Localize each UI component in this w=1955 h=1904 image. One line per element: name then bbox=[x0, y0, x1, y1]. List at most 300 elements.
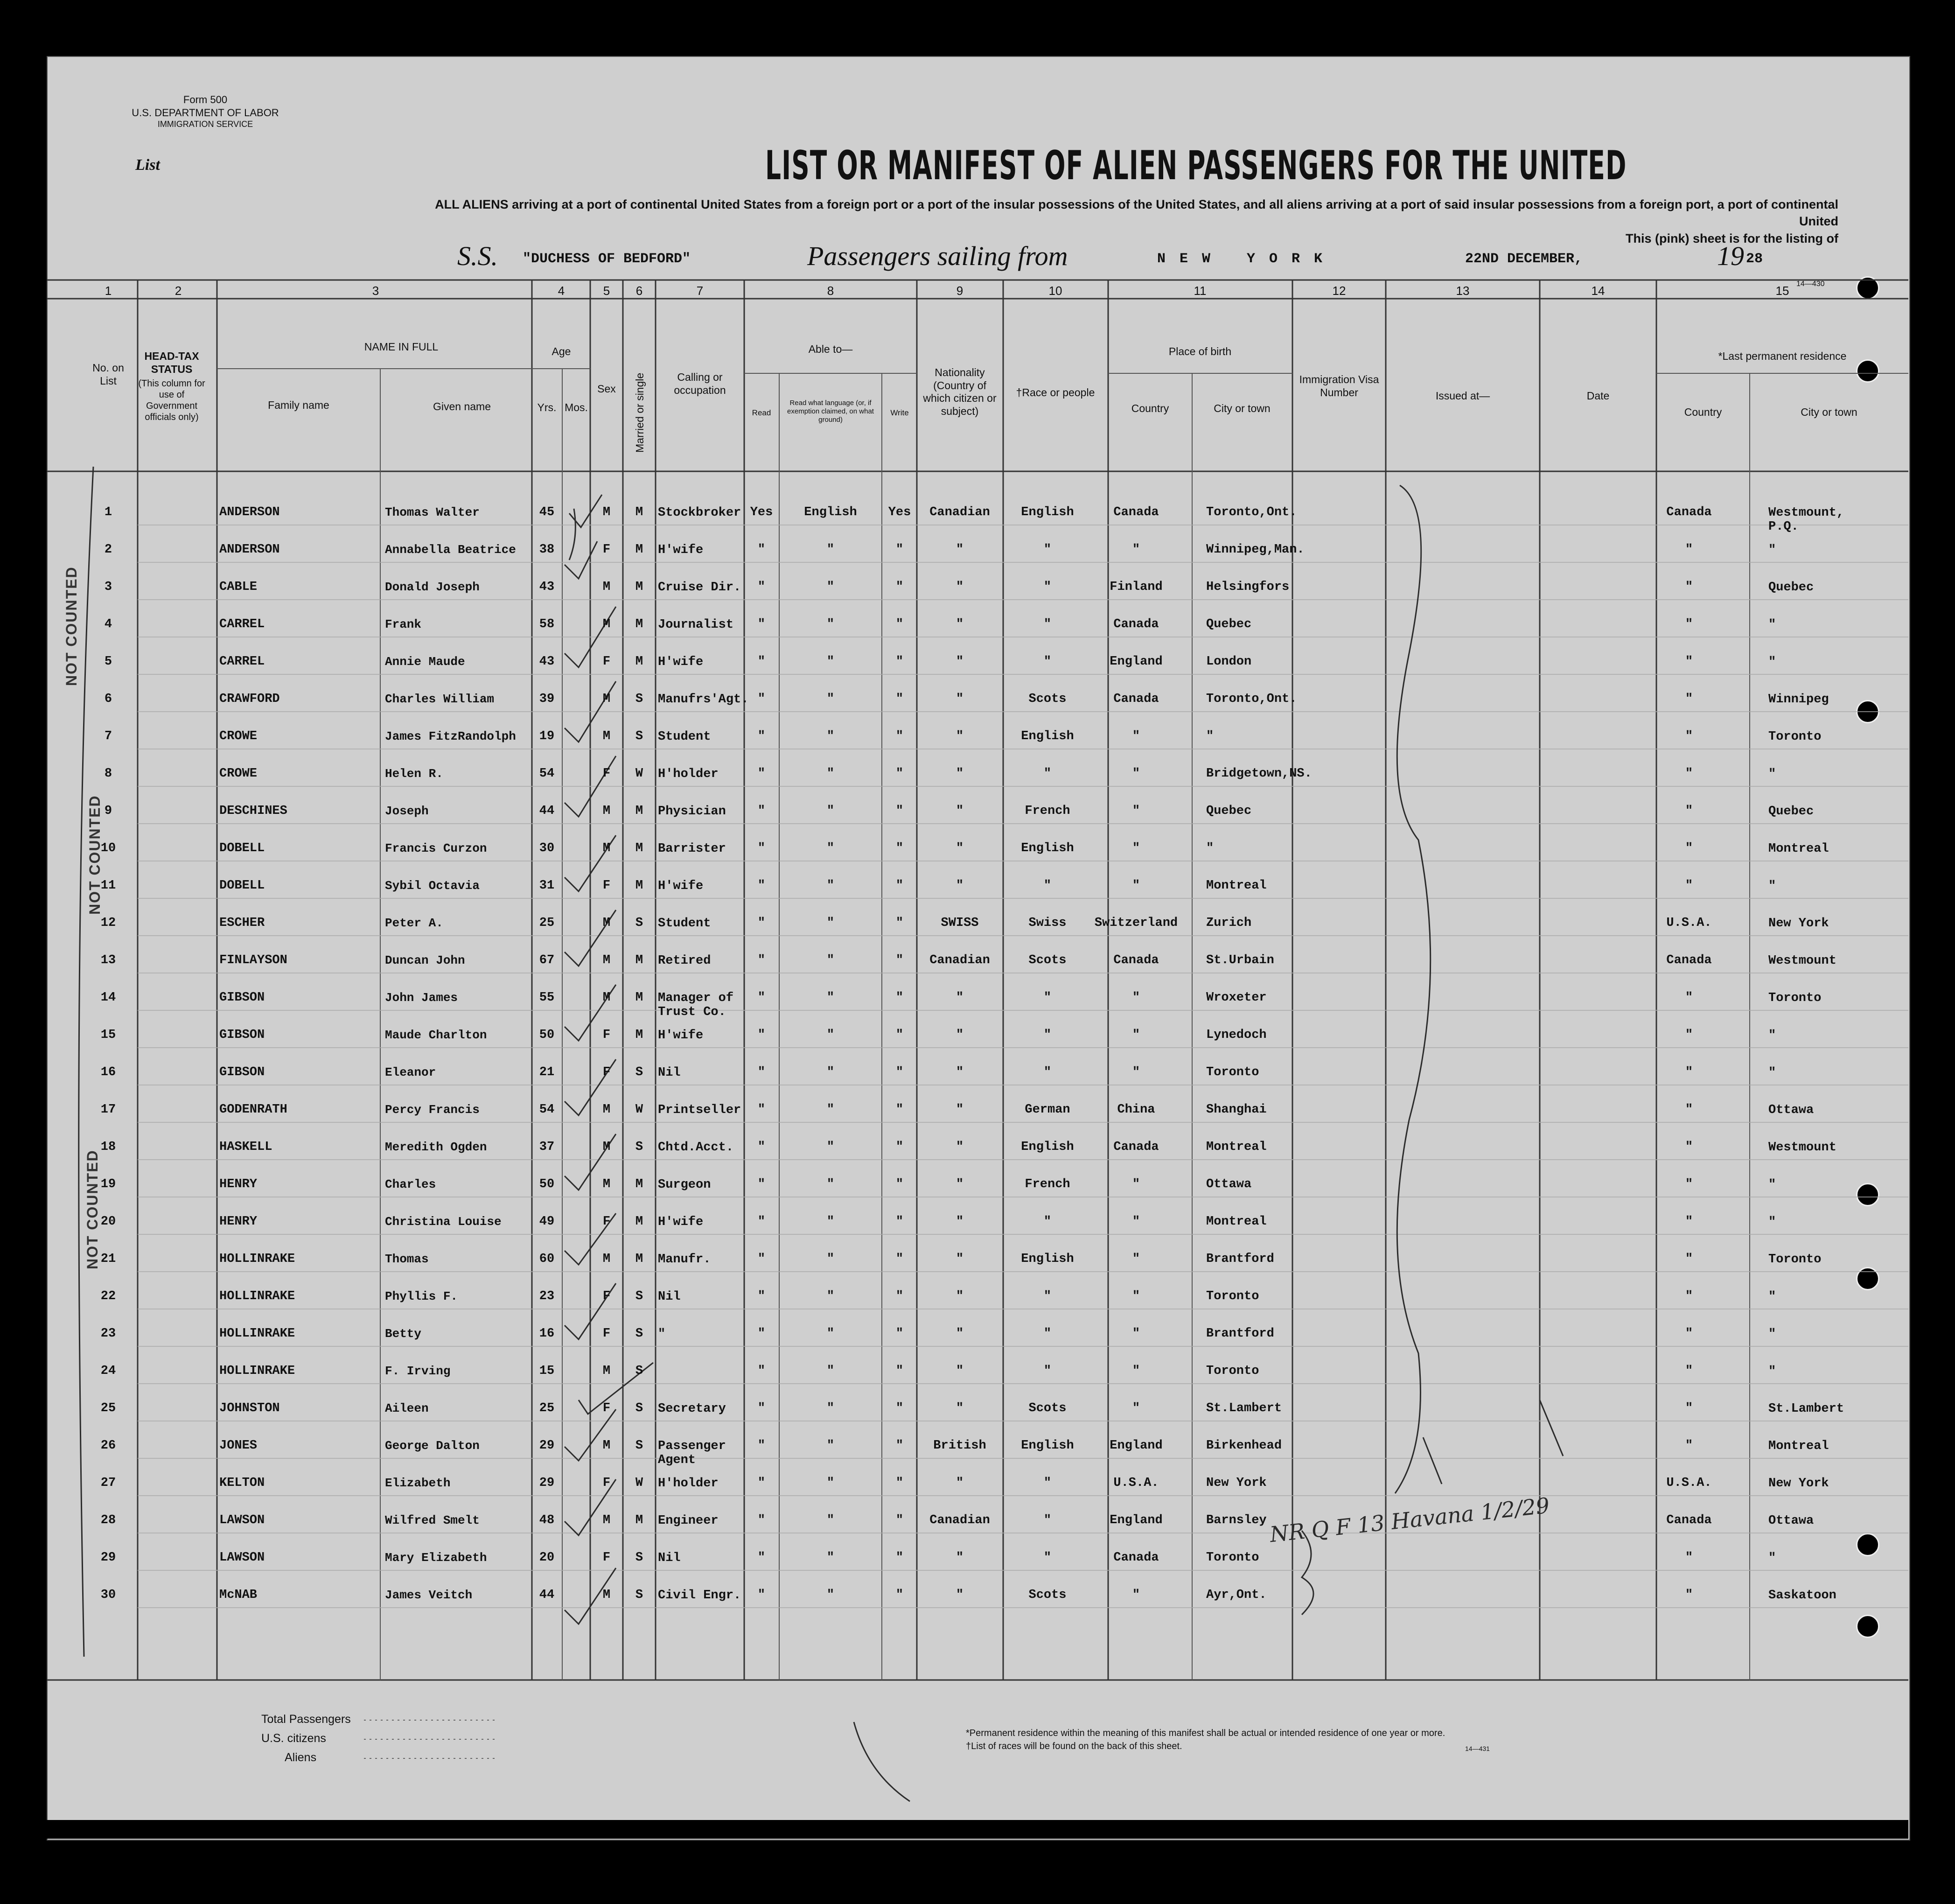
header-married: Married or single bbox=[634, 372, 646, 453]
cell-marital-status: W bbox=[635, 1476, 643, 1490]
cell-marital-status: S bbox=[635, 1065, 643, 1079]
not-counted-note-2: NOT COUNTED bbox=[86, 795, 103, 915]
cell-birth-country: " bbox=[1132, 1215, 1140, 1229]
cell-given-name: Joseph bbox=[385, 804, 429, 818]
cell-can-read: " bbox=[757, 1439, 766, 1453]
cell-marital-status: S bbox=[635, 1364, 643, 1378]
cell-marital-status: M bbox=[635, 1215, 643, 1229]
cell-marital-status: S bbox=[635, 1327, 643, 1341]
cell-list-number: 5 bbox=[104, 655, 112, 669]
cell-occupation: Nil bbox=[658, 1066, 681, 1080]
cell-can-read: " bbox=[757, 1364, 766, 1378]
cell-family-name: CARREL bbox=[219, 655, 265, 669]
cell-race: " bbox=[1043, 543, 1052, 557]
cell-family-name: HOLLINRAKE bbox=[219, 1364, 295, 1378]
cell-given-name: Charles bbox=[385, 1177, 436, 1191]
cell-marital-status: S bbox=[635, 1140, 643, 1154]
cell-birth-country: " bbox=[1132, 1028, 1140, 1042]
cell-residence-country: " bbox=[1685, 1028, 1693, 1042]
cell-can-read: " bbox=[757, 1065, 766, 1079]
header-family-name: Family name bbox=[268, 399, 329, 411]
cell-residence-country: " bbox=[1685, 804, 1693, 818]
cell-birth-country: Finland bbox=[1110, 580, 1163, 594]
cell-age-years: 50 bbox=[539, 1028, 555, 1042]
cell-residence-country: U.S.A. bbox=[1666, 1476, 1712, 1490]
cell-occupation: Journalist bbox=[658, 618, 734, 632]
cell-can-read: " bbox=[757, 1103, 766, 1117]
cell-race: German bbox=[1025, 1103, 1070, 1117]
cell-family-name: GIBSON bbox=[219, 1028, 265, 1042]
cell-residence-city: Montreal bbox=[1768, 1439, 1829, 1453]
cell-family-name: FINLAYSON bbox=[219, 953, 287, 967]
cell-race: " bbox=[1043, 1364, 1052, 1378]
cell-age-years: 15 bbox=[539, 1364, 555, 1378]
header-age: Age bbox=[552, 345, 571, 357]
cell-given-name: Mary Elizabeth bbox=[385, 1551, 487, 1565]
cell-birth-country: " bbox=[1132, 841, 1140, 855]
cell-marital-status: M bbox=[635, 991, 643, 1005]
cell-can-read: " bbox=[757, 916, 766, 930]
cell-family-name: LAWSON bbox=[219, 1551, 265, 1565]
cell-occupation: Manager of Trust Co. bbox=[658, 991, 734, 1019]
cell-race: Scots bbox=[1028, 953, 1067, 967]
cell-read-language: " bbox=[826, 580, 835, 594]
cell-given-name: Sybil Octavia bbox=[385, 879, 480, 893]
subhead-line-1: ALL ALIENS arriving at a port of continental United States from a foreign port or a port of the insular possessions of the United States, and all aliens arriving at a port of said insular possessions from a foreign port, a port of continental United bbox=[435, 197, 1838, 229]
cell-age-years: 48 bbox=[539, 1513, 555, 1527]
cell-race: English bbox=[1021, 1252, 1074, 1266]
column-number: 4 bbox=[558, 284, 565, 298]
cell-residence-city: Montreal bbox=[1768, 842, 1829, 856]
cell-occupation: H'holder bbox=[658, 767, 719, 781]
cell-sex: M bbox=[602, 1103, 611, 1117]
cell-list-number: 11 bbox=[100, 879, 116, 893]
cell-nationality: " bbox=[956, 1401, 964, 1415]
cell-sex: M bbox=[602, 1177, 611, 1191]
cell-birth-country: England bbox=[1110, 655, 1163, 669]
cell-residence-country: " bbox=[1685, 1103, 1693, 1117]
cell-residence-city: " bbox=[1768, 1029, 1776, 1043]
cell-can-write: " bbox=[895, 580, 904, 594]
cell-residence-country: " bbox=[1685, 729, 1693, 743]
cell-read-language: " bbox=[826, 916, 835, 930]
cell-can-write: " bbox=[895, 804, 904, 818]
cell-nationality: SWISS bbox=[941, 916, 979, 930]
cell-read-language: English bbox=[804, 505, 857, 519]
cell-given-name: Helen R. bbox=[385, 767, 443, 781]
cell-marital-status: M bbox=[635, 953, 643, 967]
cell-can-read: " bbox=[757, 1289, 766, 1303]
header-read-language: Read what language (or, if exemption claimed, on what ground) bbox=[787, 399, 874, 424]
cell-nationality: " bbox=[956, 1289, 964, 1303]
cell-nationality: " bbox=[956, 729, 964, 743]
cell-residence-city: Westmount bbox=[1768, 1141, 1836, 1155]
cell-residence-city: " bbox=[1768, 1365, 1776, 1379]
cell-nationality: " bbox=[956, 655, 964, 669]
cell-marital-status: M bbox=[635, 655, 643, 669]
cell-age-years: 50 bbox=[539, 1177, 555, 1191]
cell-given-name: Frank bbox=[385, 617, 422, 631]
header-res-city: City or town bbox=[1801, 406, 1857, 418]
cell-birth-city: Ayr,Ont. bbox=[1206, 1588, 1267, 1602]
cell-sex: F bbox=[602, 1551, 611, 1565]
cell-can-read: " bbox=[757, 543, 766, 557]
cell-read-language: " bbox=[826, 729, 835, 743]
cell-list-number: 19 bbox=[100, 1177, 116, 1191]
cell-can-write: " bbox=[895, 1252, 904, 1266]
cell-residence-city: Toronto bbox=[1768, 730, 1822, 744]
cell-can-write: " bbox=[895, 1364, 904, 1378]
cell-nationality: " bbox=[956, 543, 964, 557]
cell-residence-country: " bbox=[1685, 543, 1693, 557]
cell-given-name: Thomas bbox=[385, 1252, 429, 1266]
cell-sex: F bbox=[602, 1401, 611, 1415]
header-head-tax-note: (This column for use of Government officials only) bbox=[138, 378, 205, 422]
footnote-races: †List of races will be found on the back of this sheet. bbox=[966, 1741, 1182, 1751]
cell-age-years: 16 bbox=[539, 1327, 555, 1341]
cell-nationality: " bbox=[956, 1476, 964, 1490]
column-number: 5 bbox=[603, 284, 610, 298]
cell-age-years: 58 bbox=[539, 617, 555, 631]
cell-sex: M bbox=[602, 505, 611, 519]
cell-family-name: ANDERSON bbox=[219, 543, 280, 557]
cell-list-number: 28 bbox=[100, 1513, 116, 1527]
cell-given-name: James FitzRandolph bbox=[385, 729, 516, 743]
cell-birth-country: Canada bbox=[1113, 617, 1159, 631]
not-counted-note-3: NOT COUNTED bbox=[84, 1149, 101, 1269]
cell-race: " bbox=[1043, 1289, 1052, 1303]
cell-residence-country: " bbox=[1685, 767, 1693, 781]
cell-birth-city: Toronto,Ont. bbox=[1206, 505, 1297, 519]
cell-given-name: F. Irving bbox=[385, 1364, 451, 1378]
cell-marital-status: M bbox=[635, 841, 643, 855]
cell-list-number: 12 bbox=[100, 916, 116, 930]
cell-can-read: " bbox=[757, 692, 766, 706]
cell-race: French bbox=[1025, 804, 1070, 818]
cell-family-name: CARREL bbox=[219, 617, 265, 631]
header-name-in-full: NAME IN FULL bbox=[364, 341, 439, 353]
cell-birth-country: Canada bbox=[1113, 953, 1159, 967]
cell-read-language: " bbox=[826, 1513, 835, 1527]
cell-can-write: " bbox=[895, 1327, 904, 1341]
cell-residence-country: " bbox=[1685, 1551, 1693, 1565]
cell-family-name: ESCHER bbox=[219, 916, 265, 930]
cell-read-language: " bbox=[826, 1065, 835, 1079]
cell-family-name: CABLE bbox=[219, 580, 258, 594]
cell-list-number: 25 bbox=[100, 1401, 116, 1415]
cell-can-read: " bbox=[757, 655, 766, 669]
cell-age-years: 44 bbox=[539, 1588, 555, 1602]
cell-list-number: 20 bbox=[100, 1215, 116, 1229]
cell-family-name: HASKELL bbox=[219, 1140, 272, 1154]
cell-nationality: " bbox=[956, 1065, 964, 1079]
cell-age-years: 37 bbox=[539, 1140, 555, 1154]
header-no-on-list: No. on List bbox=[92, 362, 124, 387]
ss-label: S.S. bbox=[457, 241, 498, 271]
cell-birth-city: " bbox=[1206, 729, 1214, 743]
cell-occupation: H'wife bbox=[658, 879, 704, 893]
cell-given-name: Phyllis F. bbox=[385, 1289, 458, 1303]
cell-residence-city: " bbox=[1768, 618, 1776, 632]
cell-birth-city: Lynedoch bbox=[1206, 1028, 1267, 1042]
cell-can-read: " bbox=[757, 617, 766, 631]
cell-residence-country: " bbox=[1685, 1401, 1693, 1415]
ship-name: "DUCHESS OF BEDFORD" bbox=[523, 251, 691, 267]
cell-can-write: " bbox=[895, 1551, 904, 1565]
cell-residence-city: " bbox=[1768, 1178, 1776, 1192]
cell-residence-country: " bbox=[1685, 655, 1693, 669]
cell-race: English bbox=[1021, 1140, 1074, 1154]
cell-age-years: 44 bbox=[539, 804, 555, 818]
cell-can-read: " bbox=[757, 1252, 766, 1266]
column-number: 14 bbox=[1591, 284, 1605, 298]
cell-occupation: Chtd.Acct. bbox=[658, 1141, 734, 1155]
cell-birth-city: " bbox=[1206, 841, 1214, 855]
cell-read-language: " bbox=[826, 1103, 835, 1117]
us-citizens-label: U.S. citizens bbox=[261, 1732, 326, 1745]
cell-given-name: Percy Francis bbox=[385, 1103, 480, 1117]
cell-birth-country: China bbox=[1117, 1103, 1155, 1117]
cell-list-number: 9 bbox=[104, 804, 112, 818]
cell-residence-country: " bbox=[1685, 841, 1693, 855]
cell-can-read: " bbox=[757, 1177, 766, 1191]
cell-residence-city: Westmount, P.Q. bbox=[1768, 506, 1844, 534]
cell-marital-status: M bbox=[635, 580, 643, 594]
cell-given-name: Eleanor bbox=[385, 1065, 436, 1079]
cell-race: English bbox=[1021, 1439, 1074, 1453]
cell-age-years: 25 bbox=[539, 916, 555, 930]
cell-list-number: 24 bbox=[100, 1364, 116, 1378]
cell-sex: M bbox=[602, 916, 611, 930]
cell-given-name: Aileen bbox=[385, 1401, 429, 1415]
cell-can-write: " bbox=[895, 1401, 904, 1415]
cell-sex: F bbox=[602, 1476, 611, 1490]
cell-birth-city: London bbox=[1206, 655, 1252, 669]
cell-nationality: British bbox=[933, 1439, 986, 1453]
header-race: †Race or people bbox=[1016, 386, 1095, 399]
cell-race: French bbox=[1025, 1177, 1070, 1191]
cell-sex: M bbox=[602, 1588, 611, 1602]
cell-age-years: 45 bbox=[539, 505, 555, 519]
cell-given-name: Annabella Beatrice bbox=[385, 543, 516, 557]
cell-age-years: 21 bbox=[539, 1065, 555, 1079]
cell-list-number: 13 bbox=[100, 953, 116, 967]
cell-birth-city: Montreal bbox=[1206, 1215, 1267, 1229]
cell-birth-city: Zurich bbox=[1206, 916, 1252, 930]
cell-residence-country: U.S.A. bbox=[1666, 916, 1712, 930]
cell-can-read: " bbox=[757, 804, 766, 818]
cell-list-number: 2 bbox=[104, 543, 112, 557]
cell-occupation: " bbox=[658, 1327, 666, 1341]
cell-list-number: 27 bbox=[100, 1476, 116, 1490]
cell-race: Scots bbox=[1028, 1588, 1067, 1602]
cell-residence-city: New York bbox=[1768, 1477, 1829, 1491]
cell-occupation: Stockbroker bbox=[658, 506, 741, 520]
cell-race: " bbox=[1043, 1327, 1052, 1341]
cell-age-years: 38 bbox=[539, 543, 555, 557]
cell-sex: M bbox=[602, 580, 611, 594]
cell-occupation: Secretary bbox=[658, 1402, 726, 1416]
cell-list-number: 8 bbox=[104, 767, 112, 781]
cell-birth-city: Toronto bbox=[1206, 1364, 1259, 1378]
cell-sex: F bbox=[602, 1327, 611, 1341]
cell-can-read: " bbox=[757, 1215, 766, 1229]
aliens-label: Aliens bbox=[285, 1751, 317, 1764]
cell-residence-city: " bbox=[1768, 655, 1776, 669]
cell-residence-city: " bbox=[1768, 1551, 1776, 1565]
cell-list-number: 7 bbox=[104, 729, 112, 743]
cell-marital-status: M bbox=[635, 617, 643, 631]
cell-age-years: 60 bbox=[539, 1252, 555, 1266]
cell-list-number: 3 bbox=[104, 580, 112, 594]
column-number: 9 bbox=[956, 284, 964, 298]
cell-residence-country: " bbox=[1685, 692, 1693, 706]
cell-occupation: Student bbox=[658, 917, 711, 931]
cell-nationality: " bbox=[956, 1028, 964, 1042]
cell-occupation: H'wife bbox=[658, 655, 704, 669]
cell-occupation: H'wife bbox=[658, 1215, 704, 1229]
cell-race: " bbox=[1043, 1065, 1052, 1079]
cell-occupation: Printseller bbox=[658, 1103, 741, 1117]
cell-residence-city: " bbox=[1768, 1290, 1776, 1304]
cell-can-write: " bbox=[895, 1065, 904, 1079]
column-number: 1 bbox=[105, 284, 112, 298]
cell-list-number: 14 bbox=[100, 991, 116, 1005]
cell-occupation: Passenger Agent bbox=[658, 1439, 726, 1467]
cell-can-read: " bbox=[757, 580, 766, 594]
cell-can-read: " bbox=[757, 1551, 766, 1565]
cell-occupation: Cruise Dir. bbox=[658, 581, 741, 595]
cell-list-number: 22 bbox=[100, 1289, 116, 1303]
cell-read-language: " bbox=[826, 1140, 835, 1154]
cell-birth-city: Montreal bbox=[1206, 1140, 1267, 1154]
header-head-tax: HEAD-TAX STATUS bbox=[144, 350, 199, 375]
cell-race: " bbox=[1043, 580, 1052, 594]
cell-residence-country: " bbox=[1685, 1439, 1693, 1453]
cell-list-number: 23 bbox=[100, 1327, 116, 1341]
cell-list-number: 18 bbox=[100, 1140, 116, 1154]
cell-sex: M bbox=[602, 953, 611, 967]
cell-residence-country: Canada bbox=[1666, 1513, 1712, 1527]
cell-read-language: " bbox=[826, 692, 835, 706]
cell-race: " bbox=[1043, 1028, 1052, 1042]
cell-birth-city: Brantford bbox=[1206, 1327, 1274, 1341]
cell-family-name: HOLLINRAKE bbox=[219, 1289, 295, 1303]
cell-race: Scots bbox=[1028, 1401, 1067, 1415]
cell-marital-status: S bbox=[635, 1401, 643, 1415]
cell-birth-country: " bbox=[1132, 1252, 1140, 1266]
cell-sex: M bbox=[602, 692, 611, 706]
cell-read-language: " bbox=[826, 543, 835, 557]
cell-residence-city: Quebec bbox=[1768, 805, 1814, 819]
cell-nationality: " bbox=[956, 1103, 964, 1117]
cell-marital-status: W bbox=[635, 767, 643, 781]
cell-residence-country: " bbox=[1685, 991, 1693, 1005]
cell-birth-city: Toronto bbox=[1206, 1551, 1259, 1565]
cell-nationality: " bbox=[956, 767, 964, 781]
year-prefix: 19 bbox=[1717, 241, 1744, 271]
cell-age-years: 25 bbox=[539, 1401, 555, 1415]
cell-age-years: 39 bbox=[539, 692, 555, 706]
cell-birth-country: " bbox=[1132, 1401, 1140, 1415]
cell-given-name: Betty bbox=[385, 1327, 422, 1341]
cell-family-name: GODENRATH bbox=[219, 1103, 287, 1117]
cell-list-number: 6 bbox=[104, 692, 112, 706]
cell-read-language: " bbox=[826, 1476, 835, 1490]
header-date: Date bbox=[1586, 390, 1610, 402]
header-visa-number: Immigration Visa Number bbox=[1299, 373, 1379, 399]
cell-occupation: Engineer bbox=[658, 1514, 719, 1528]
cell-birth-city: Bridgetown,NS. bbox=[1206, 767, 1312, 781]
cell-given-name: Maude Charlton bbox=[385, 1028, 487, 1042]
cell-birth-country: " bbox=[1132, 1588, 1140, 1602]
cell-occupation: Physician bbox=[658, 805, 726, 819]
cell-birth-country: England bbox=[1110, 1513, 1163, 1527]
cell-marital-status: S bbox=[635, 1439, 643, 1453]
column-number: 15 bbox=[1775, 284, 1789, 298]
cell-can-read: " bbox=[757, 1028, 766, 1042]
cell-read-language: " bbox=[826, 1252, 835, 1266]
cell-can-write: " bbox=[895, 543, 904, 557]
cell-can-read: " bbox=[757, 1140, 766, 1154]
cell-nationality: " bbox=[956, 1140, 964, 1154]
cell-age-years: 49 bbox=[539, 1215, 555, 1229]
cell-occupation: Surgeon bbox=[658, 1178, 711, 1192]
cell-race: Swiss bbox=[1028, 916, 1067, 930]
cell-marital-status: M bbox=[635, 543, 643, 557]
form-number: Form 500 bbox=[183, 94, 228, 105]
cell-marital-status: S bbox=[635, 916, 643, 930]
header-issued-at: Issued at— bbox=[1435, 390, 1490, 402]
cell-sex: F bbox=[602, 1289, 611, 1303]
cell-can-write: " bbox=[895, 916, 904, 930]
header-res-country: Country bbox=[1684, 406, 1722, 418]
cell-race: " bbox=[1043, 617, 1052, 631]
cell-sex: M bbox=[602, 841, 611, 855]
cell-race: English bbox=[1021, 841, 1074, 855]
department-name: U.S. DEPARTMENT OF LABOR bbox=[132, 106, 279, 119]
cell-race: " bbox=[1043, 1215, 1052, 1229]
cell-marital-status: S bbox=[635, 729, 643, 743]
cell-occupation: Student bbox=[658, 730, 711, 744]
cell-birth-city: Barnsley bbox=[1206, 1513, 1267, 1527]
cell-can-write: " bbox=[895, 991, 904, 1005]
cell-birth-country: " bbox=[1132, 1327, 1140, 1341]
cell-birth-country: Canada bbox=[1113, 505, 1159, 519]
cell-list-number: 16 bbox=[100, 1065, 116, 1079]
cell-given-name: Donald Joseph bbox=[385, 580, 480, 594]
cell-given-name: George Dalton bbox=[385, 1439, 480, 1453]
cell-can-read: " bbox=[757, 1513, 766, 1527]
title: LIST OR MANIFEST OF ALIEN PASSENGERS FOR THE UNITED bbox=[765, 142, 1627, 189]
cell-age-years: 54 bbox=[539, 1103, 555, 1117]
cell-family-name: HENRY bbox=[219, 1215, 258, 1229]
cell-residence-city: " bbox=[1768, 1215, 1776, 1229]
cell-can-write: " bbox=[895, 692, 904, 706]
cell-age-years: 19 bbox=[539, 729, 555, 743]
cell-occupation: Civil Engr. bbox=[658, 1589, 741, 1603]
header-calling: Calling or occupation bbox=[674, 371, 726, 396]
cell-race: " bbox=[1043, 879, 1052, 893]
cell-race: Scots bbox=[1028, 692, 1067, 706]
cell-read-language: " bbox=[826, 841, 835, 855]
cell-residence-country: " bbox=[1685, 1215, 1693, 1229]
cell-can-read: " bbox=[757, 879, 766, 893]
footnote-residence: *Permanent residence within the meaning of this manifest shall be actual or intended residence of one year or more. bbox=[966, 1728, 1445, 1738]
cell-can-write: " bbox=[895, 1439, 904, 1453]
cell-age-years: 29 bbox=[539, 1439, 555, 1453]
cell-sex: F bbox=[602, 767, 611, 781]
